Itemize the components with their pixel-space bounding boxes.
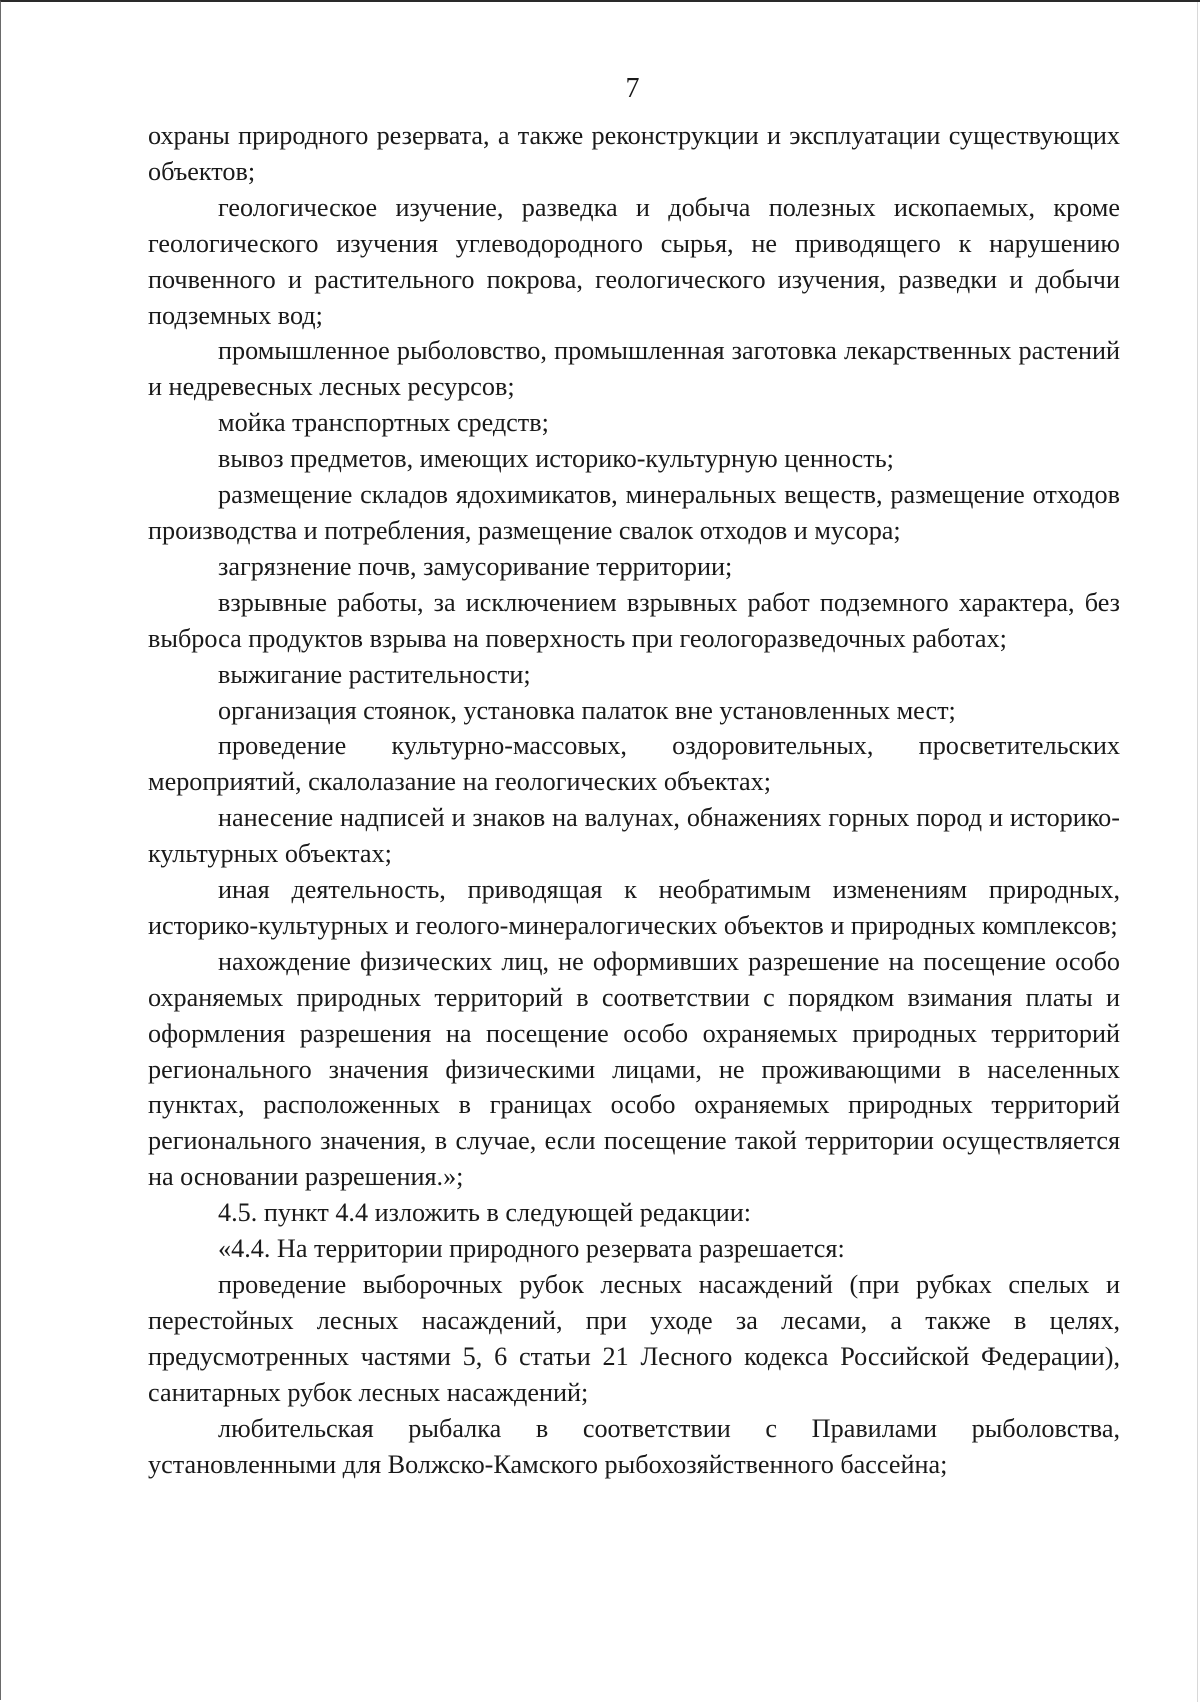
paragraph: иная деятельность, приводящая к необратимым изменениям природных, историко-культурных и геолого-минералогических объектов и природных комплексов; [148, 875, 1120, 940]
paragraph: проведение выборочных рубок лесных насаждений (при рубках спелых и перестойных лесных насаждений, при уходе за лесами, а также в целях, предусмотренных частями 5, 6 статьи 21 Лесного кодекса Российской Федерации), санитарных рубок лесных насаждений; [148, 1270, 1120, 1407]
paragraph: нахождение физических лиц, не оформивших разрешение на посещение особо охраняемых природных территорий в соответствии с порядком взимания платы и оформления разрешения на посещение особо охраняемых природных территорий регионального значения физическими лицами, не проживающими в населенных пунктах, расположенных в границах особо охраняемых природных территорий регионального значения, в случае, если посещение такой территории осуществляется на основании разрешения.»; [148, 946, 1120, 1192]
paragraph: выжигание растительности; [218, 659, 531, 689]
paragraph: загрязнение почв, замусоривание территории; [218, 551, 733, 581]
paragraph: любительская рыбалка в соответствии с Правилами рыболовства, установленными для Волжско-Камского рыбохозяйственного бассейна; [148, 1413, 1120, 1479]
page-number: 7 [625, 73, 640, 104]
document-body [148, 118, 1120, 1482]
paragraph: нанесение надписей и знаков на валунах, обнажениях горных пород и историко-культурных объектах; [148, 803, 1120, 869]
paragraph: организация стоянок, установка палаток вне установленных мест; [218, 695, 956, 725]
paragraph: проведение культурно-массовых, оздоровительных, просветительских мероприятий, скалолазание на геологических объектах; [148, 731, 1120, 797]
paragraph: промышленное рыболовство, промышленная заготовка лекарственных растений и недревесных лесных ресурсов; [148, 336, 1120, 402]
paragraph: охраны природного резервата, а также реконструкции и эксплуатации существующих объектов; [148, 121, 1120, 186]
paragraph: геологическое изучение, разведка и добыча полезных ископаемых, кроме геологического изучения углеводородного сырья, не приводящего к нарушению почвенного и растительного покрова, геологического изучения, разведки и добычи подземных вод; [148, 192, 1120, 330]
paragraph: взрывные работы, за исключением взрывных работ подземного характера, без выброса продуктов взрыва на поверхность при геологоразведочных работах; [148, 587, 1120, 653]
paragraph: «4.4. На территории природного резервата разрешается: [218, 1234, 845, 1264]
paragraph: размещение складов ядохимикатов, минеральных веществ, размещение отходов производства и потребления, размещение свалок отходов и мусора; [148, 480, 1120, 545]
paragraph: 4.5. пункт 4.4 изложить в следующей редакции: [218, 1198, 752, 1228]
paragraph: мойка транспортных средств; [218, 408, 549, 438]
scan-edge-line [1197, 2, 1198, 1702]
paragraph: вывоз предметов, имеющих историко-культурную ценность; [218, 444, 894, 474]
